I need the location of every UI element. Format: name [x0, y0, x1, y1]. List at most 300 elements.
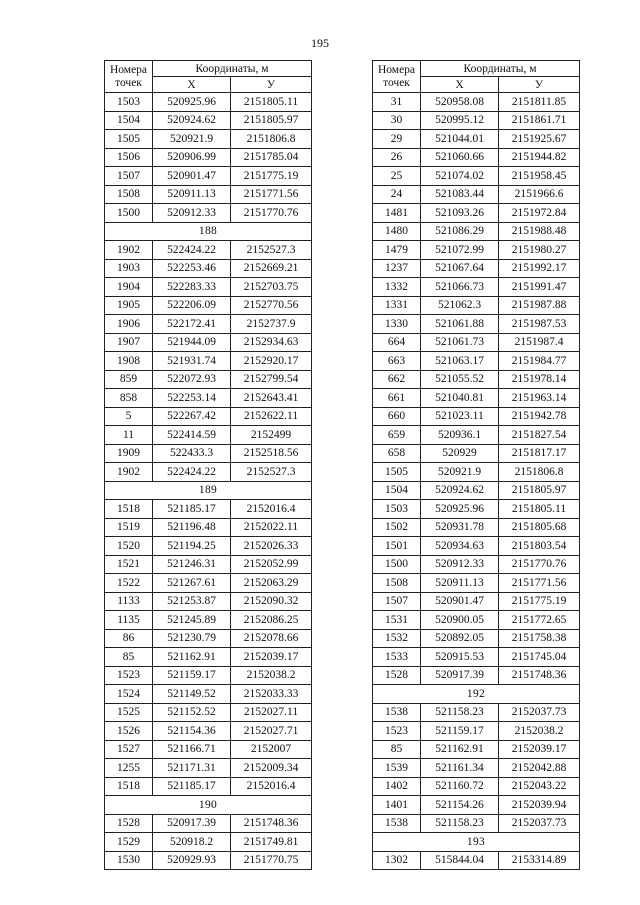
- point-cell: 1518: [105, 777, 153, 796]
- point-cell: 1501: [373, 537, 421, 556]
- point-cell: 660: [373, 407, 421, 426]
- x-cell: 520917.39: [421, 666, 499, 685]
- table-row: [373, 333, 580, 352]
- point-cell: 1505: [105, 130, 153, 149]
- point-cell: 25: [373, 167, 421, 186]
- header-points-line2: точек: [115, 76, 142, 89]
- table-row: [105, 315, 312, 334]
- header-points: [373, 61, 421, 93]
- point-cell: 663: [373, 352, 421, 371]
- x-cell: 520934.63: [421, 537, 499, 556]
- table-row: [105, 278, 312, 297]
- y-cell: 2151771.56: [231, 185, 312, 204]
- x-cell: 521066.73: [421, 278, 499, 297]
- x-cell: 520936.1: [421, 426, 499, 445]
- table-row: [105, 574, 312, 593]
- x-cell: 520917.39: [153, 814, 231, 833]
- point-cell: 1331: [373, 296, 421, 315]
- table-row: [373, 574, 580, 593]
- table-row: [373, 518, 580, 537]
- y-cell: 2152086.25: [231, 611, 312, 630]
- y-cell: 2151806.8: [499, 463, 580, 482]
- y-cell: 2152027.71: [231, 722, 312, 741]
- header-points-line1: Номера: [377, 63, 416, 76]
- y-cell: 2152007: [231, 740, 312, 759]
- table-row: [105, 759, 312, 778]
- x-cell: 520911.13: [153, 185, 231, 204]
- table-row: [105, 204, 312, 223]
- point-cell: 1539: [373, 759, 421, 778]
- x-cell: 521055.52: [421, 370, 499, 389]
- table-row: [105, 407, 312, 426]
- coordinates-table-right: [372, 60, 580, 870]
- y-cell: 2151748.36: [499, 666, 580, 685]
- table-row: [105, 777, 312, 796]
- point-cell: 1133: [105, 592, 153, 611]
- point-cell: 1518: [105, 500, 153, 519]
- table-body-left: [105, 93, 312, 870]
- y-cell: 2151987.4: [499, 333, 580, 352]
- y-cell: 2151925.67: [499, 130, 580, 149]
- x-cell: 521944.09: [153, 333, 231, 352]
- point-cell: 859: [105, 370, 153, 389]
- table-row: [373, 93, 580, 112]
- x-cell: 520901.47: [421, 592, 499, 611]
- table-row: [105, 703, 312, 722]
- x-cell: 521152.52: [153, 703, 231, 722]
- table-row: [105, 685, 312, 704]
- table-row: [105, 259, 312, 278]
- x-cell: 521083.44: [421, 185, 499, 204]
- y-cell: 2151811.85: [499, 93, 580, 112]
- x-cell: 521246.31: [153, 555, 231, 574]
- y-cell: 2151770.76: [231, 204, 312, 223]
- point-cell: 1908: [105, 352, 153, 371]
- y-cell: 2151772.65: [499, 611, 580, 630]
- table-row: [105, 555, 312, 574]
- x-cell: 521067.64: [421, 259, 499, 278]
- y-cell: 2152016.4: [231, 500, 312, 519]
- table-row: [105, 629, 312, 648]
- table-row: [373, 537, 580, 556]
- table-row: [105, 185, 312, 204]
- table-row: [105, 518, 312, 537]
- y-cell: 2152009.34: [231, 759, 312, 778]
- x-cell: 520925.96: [421, 500, 499, 519]
- x-cell: 521185.17: [153, 500, 231, 519]
- point-cell: 1907: [105, 333, 153, 352]
- y-cell: 2152038.2: [499, 722, 580, 741]
- table-row: [373, 463, 580, 482]
- x-cell: 522072.93: [153, 370, 231, 389]
- y-cell: 2151972.84: [499, 204, 580, 223]
- point-cell: 659: [373, 426, 421, 445]
- y-cell: 2152052.99: [231, 555, 312, 574]
- section-label: 190: [105, 796, 312, 815]
- y-cell: 2152037.73: [499, 814, 580, 833]
- table-row: [373, 296, 580, 315]
- point-cell: 1519: [105, 518, 153, 537]
- x-cell: 520921.9: [153, 130, 231, 149]
- x-cell: 522414.59: [153, 426, 231, 445]
- point-cell: 24: [373, 185, 421, 204]
- point-cell: 1302: [373, 851, 421, 870]
- x-cell: 521154.26: [421, 796, 499, 815]
- x-cell: 521074.02: [421, 167, 499, 186]
- x-cell: 521040.81: [421, 389, 499, 408]
- y-cell: 2152026.33: [231, 537, 312, 556]
- x-cell: 522206.09: [153, 296, 231, 315]
- point-cell: 1533: [373, 648, 421, 667]
- point-cell: 664: [373, 333, 421, 352]
- x-cell: 521171.31: [153, 759, 231, 778]
- x-cell: 521267.61: [153, 574, 231, 593]
- table-row: [373, 500, 580, 519]
- table-row: [373, 629, 580, 648]
- table-row: [373, 389, 580, 408]
- table-row: [105, 130, 312, 149]
- point-cell: 1402: [373, 777, 421, 796]
- y-cell: 2151805.11: [499, 500, 580, 519]
- table-row: [373, 148, 580, 167]
- y-cell: 2152518.56: [231, 444, 312, 463]
- point-cell: 1255: [105, 759, 153, 778]
- y-cell: 2151861.71: [499, 111, 580, 130]
- x-cell: 520921.9: [421, 463, 499, 482]
- x-cell: 520924.62: [421, 481, 499, 500]
- y-cell: 2151984.77: [499, 352, 580, 371]
- header-y: У: [231, 77, 312, 93]
- point-cell: 1528: [373, 666, 421, 685]
- y-cell: 2151775.19: [499, 592, 580, 611]
- table-row: [105, 500, 312, 519]
- point-cell: 1504: [105, 111, 153, 130]
- x-cell: 515844.04: [421, 851, 499, 870]
- y-cell: 2152043.22: [499, 777, 580, 796]
- y-cell: 2151944.82: [499, 148, 580, 167]
- table-row: [105, 611, 312, 630]
- y-cell: 2152039.17: [499, 740, 580, 759]
- table-row: [373, 204, 580, 223]
- y-cell: 2152063.29: [231, 574, 312, 593]
- table-row: [105, 537, 312, 556]
- x-cell: 520911.13: [421, 574, 499, 593]
- table-row: [105, 648, 312, 667]
- section-row: [105, 481, 312, 500]
- x-cell: 520958.08: [421, 93, 499, 112]
- y-cell: 2151803.54: [499, 537, 580, 556]
- x-cell: 521194.25: [153, 537, 231, 556]
- table-row: [373, 648, 580, 667]
- y-cell: 2151987.88: [499, 296, 580, 315]
- table-row: [105, 333, 312, 352]
- table-row: [105, 167, 312, 186]
- y-cell: 2152042.88: [499, 759, 580, 778]
- point-cell: 5: [105, 407, 153, 426]
- y-cell: 2152934.63: [231, 333, 312, 352]
- table-row: [373, 740, 580, 759]
- table-row: [373, 759, 580, 778]
- y-cell: 2152703.75: [231, 278, 312, 297]
- table-row: [373, 814, 580, 833]
- x-cell: 520924.62: [153, 111, 231, 130]
- table-row: [105, 93, 312, 112]
- y-cell: 2151785.04: [231, 148, 312, 167]
- table-row: [373, 611, 580, 630]
- y-cell: 2151771.56: [499, 574, 580, 593]
- point-cell: 1480: [373, 222, 421, 241]
- point-cell: 1505: [373, 463, 421, 482]
- x-cell: 520918.2: [153, 833, 231, 852]
- point-cell: 1508: [373, 574, 421, 593]
- table-body-right: [373, 93, 580, 870]
- x-cell: 520901.47: [153, 167, 231, 186]
- section-row: [105, 796, 312, 815]
- point-cell: 1523: [373, 722, 421, 741]
- x-cell: 521158.23: [421, 703, 499, 722]
- x-cell: 521245.89: [153, 611, 231, 630]
- point-cell: 1909: [105, 444, 153, 463]
- point-cell: 1330: [373, 315, 421, 334]
- point-cell: 1135: [105, 611, 153, 630]
- x-cell: 521072.99: [421, 241, 499, 260]
- x-cell: 521162.91: [421, 740, 499, 759]
- x-cell: 522424.22: [153, 241, 231, 260]
- x-cell: 521230.79: [153, 629, 231, 648]
- x-cell: 521061.88: [421, 315, 499, 334]
- y-cell: 2152039.17: [231, 648, 312, 667]
- table-row: [373, 278, 580, 297]
- y-cell: 2151992.17: [499, 259, 580, 278]
- section-label: 188: [105, 222, 312, 241]
- table-row: [373, 111, 580, 130]
- y-cell: 2151805.68: [499, 518, 580, 537]
- x-cell: 520929.93: [153, 851, 231, 870]
- point-cell: 1479: [373, 241, 421, 260]
- x-cell: 521160.72: [421, 777, 499, 796]
- x-cell: 520995.12: [421, 111, 499, 130]
- x-cell: 521159.17: [153, 666, 231, 685]
- y-cell: 2152770.56: [231, 296, 312, 315]
- y-cell: 2151805.97: [499, 481, 580, 500]
- header-points-line2: точек: [383, 76, 410, 89]
- y-cell: 2152669.21: [231, 259, 312, 278]
- x-cell: 521931.74: [153, 352, 231, 371]
- point-cell: 85: [373, 740, 421, 759]
- section-row: [373, 685, 580, 704]
- point-cell: 1523: [105, 666, 153, 685]
- table-row: [105, 463, 312, 482]
- point-cell: 1520: [105, 537, 153, 556]
- x-cell: 521196.48: [153, 518, 231, 537]
- header-coordinates: Координаты, м: [153, 61, 312, 77]
- table-row: [373, 481, 580, 500]
- x-cell: 521023.11: [421, 407, 499, 426]
- section-row: [105, 222, 312, 241]
- table-row: [373, 352, 580, 371]
- table-row: [373, 555, 580, 574]
- y-cell: 2152622.11: [231, 407, 312, 426]
- y-cell: 2152039.94: [499, 796, 580, 815]
- point-cell: 661: [373, 389, 421, 408]
- point-cell: 1530: [105, 851, 153, 870]
- y-cell: 2152920.17: [231, 352, 312, 371]
- table-row: [105, 722, 312, 741]
- table-row: [373, 222, 580, 241]
- point-cell: 1503: [105, 93, 153, 112]
- point-cell: 1529: [105, 833, 153, 852]
- point-cell: 658: [373, 444, 421, 463]
- point-cell: 1521: [105, 555, 153, 574]
- table-row: [105, 241, 312, 260]
- point-cell: 1902: [105, 241, 153, 260]
- table-row: [105, 111, 312, 130]
- y-cell: 2152037.73: [499, 703, 580, 722]
- table-row: [105, 389, 312, 408]
- point-cell: 1504: [373, 481, 421, 500]
- y-cell: 2152033.33: [231, 685, 312, 704]
- point-cell: 1904: [105, 278, 153, 297]
- point-cell: 1902: [105, 463, 153, 482]
- x-cell: 521159.17: [421, 722, 499, 741]
- y-cell: 2152022.11: [231, 518, 312, 537]
- point-cell: 1906: [105, 315, 153, 334]
- y-cell: 2151980.27: [499, 241, 580, 260]
- table-row: [373, 241, 580, 260]
- point-cell: 1507: [373, 592, 421, 611]
- table-row: [105, 740, 312, 759]
- table-row: [373, 444, 580, 463]
- table-row: [105, 814, 312, 833]
- table-row: [373, 259, 580, 278]
- x-cell: 521162.91: [153, 648, 231, 667]
- y-cell: 2151991.47: [499, 278, 580, 297]
- header-points-line1: Номера: [109, 63, 148, 76]
- point-cell: 1500: [105, 204, 153, 223]
- table-row: [373, 851, 580, 870]
- y-cell: 2151758.38: [499, 629, 580, 648]
- table-row: [373, 592, 580, 611]
- point-cell: 1532: [373, 629, 421, 648]
- y-cell: 2152643.41: [231, 389, 312, 408]
- x-cell: 521185.17: [153, 777, 231, 796]
- x-cell: 521061.73: [421, 333, 499, 352]
- y-cell: 2152027.11: [231, 703, 312, 722]
- x-cell: 520915.53: [421, 648, 499, 667]
- table-row: [105, 592, 312, 611]
- table-row: [373, 130, 580, 149]
- point-cell: 1905: [105, 296, 153, 315]
- point-cell: 1237: [373, 259, 421, 278]
- header-x: X: [153, 77, 231, 93]
- x-cell: 521158.23: [421, 814, 499, 833]
- section-label: 189: [105, 481, 312, 500]
- x-cell: 522433.3: [153, 444, 231, 463]
- coordinates-table-left: [104, 60, 312, 870]
- y-cell: 2151978.14: [499, 370, 580, 389]
- y-cell: 2151963.14: [499, 389, 580, 408]
- table-row: [373, 167, 580, 186]
- table-row: [373, 370, 580, 389]
- x-cell: 521154.36: [153, 722, 231, 741]
- x-cell: 520929: [421, 444, 499, 463]
- y-cell: 2151958.45: [499, 167, 580, 186]
- table-row: [373, 315, 580, 334]
- point-cell: 85: [105, 648, 153, 667]
- point-cell: 31: [373, 93, 421, 112]
- point-cell: 1538: [373, 703, 421, 722]
- section-row: [373, 833, 580, 852]
- point-cell: 1481: [373, 204, 421, 223]
- point-cell: 858: [105, 389, 153, 408]
- point-cell: 1903: [105, 259, 153, 278]
- table-row: [105, 296, 312, 315]
- x-cell: 521166.71: [153, 740, 231, 759]
- y-cell: 2153314.89: [499, 851, 580, 870]
- table-row: [373, 777, 580, 796]
- point-cell: 662: [373, 370, 421, 389]
- y-cell: 2152737.9: [231, 315, 312, 334]
- x-cell: 521086.29: [421, 222, 499, 241]
- y-cell: 2152799.54: [231, 370, 312, 389]
- table-row: [105, 444, 312, 463]
- page-number: 195: [311, 36, 329, 50]
- x-cell: 520900.05: [421, 611, 499, 630]
- x-cell: 521253.87: [153, 592, 231, 611]
- table-row: [105, 426, 312, 445]
- point-cell: 1526: [105, 722, 153, 741]
- point-cell: 1525: [105, 703, 153, 722]
- y-cell: 2151987.53: [499, 315, 580, 334]
- header-x: X: [421, 77, 499, 93]
- y-cell: 2151775.19: [231, 167, 312, 186]
- table-row: [105, 666, 312, 685]
- y-cell: 2151827.54: [499, 426, 580, 445]
- point-cell: 26: [373, 148, 421, 167]
- point-cell: 1500: [373, 555, 421, 574]
- y-cell: 2152499: [231, 426, 312, 445]
- table-row: [373, 185, 580, 204]
- y-cell: 2152038.2: [231, 666, 312, 685]
- x-cell: 522283.33: [153, 278, 231, 297]
- table-row: [105, 370, 312, 389]
- point-cell: 1506: [105, 148, 153, 167]
- table-row: [105, 833, 312, 852]
- point-cell: 1332: [373, 278, 421, 297]
- y-cell: 2151748.36: [231, 814, 312, 833]
- y-cell: 2151805.97: [231, 111, 312, 130]
- table-row: [373, 426, 580, 445]
- table-row: [373, 722, 580, 741]
- y-cell: 2152090.32: [231, 592, 312, 611]
- y-cell: 2151988.48: [499, 222, 580, 241]
- point-cell: 11: [105, 426, 153, 445]
- table-row: [373, 407, 580, 426]
- x-cell: 521062.3: [421, 296, 499, 315]
- table-row: [373, 796, 580, 815]
- y-cell: 2151817.17: [499, 444, 580, 463]
- x-cell: 520892.05: [421, 629, 499, 648]
- header-points: [105, 61, 153, 93]
- x-cell: 522267.42: [153, 407, 231, 426]
- y-cell: 2151806.8: [231, 130, 312, 149]
- x-cell: 521093.26: [421, 204, 499, 223]
- x-cell: 521044.01: [421, 130, 499, 149]
- y-cell: 2152078.66: [231, 629, 312, 648]
- x-cell: 520912.33: [153, 204, 231, 223]
- point-cell: 1508: [105, 185, 153, 204]
- y-cell: 2151942.78: [499, 407, 580, 426]
